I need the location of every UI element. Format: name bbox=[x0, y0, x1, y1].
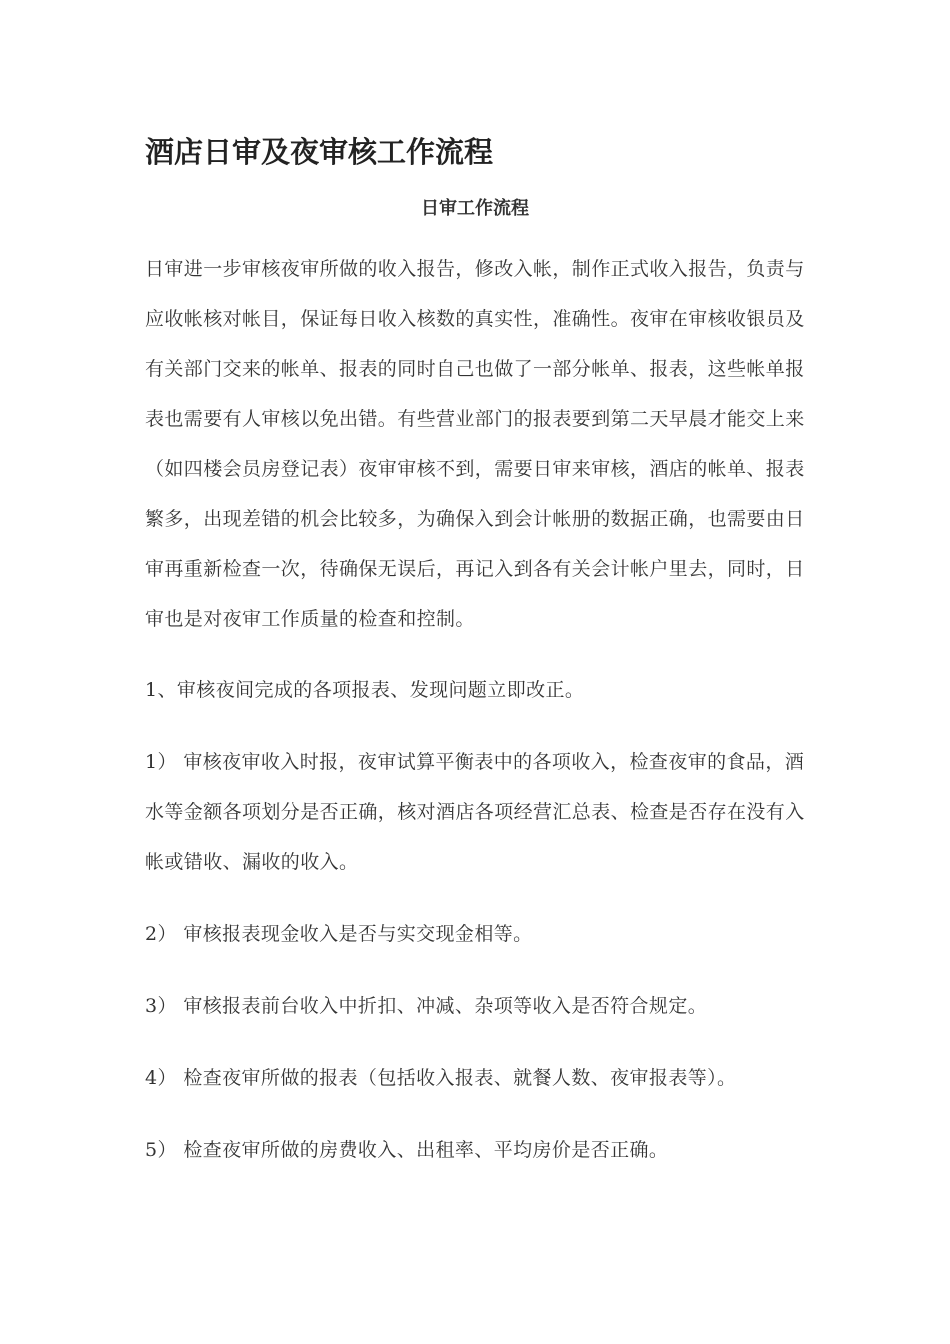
sub-item-2-text: 2） 审核报表现金收入是否与实交现金相等。 bbox=[145, 923, 533, 945]
list-item-1 bbox=[145, 665, 805, 715]
sub-item-5 bbox=[145, 1125, 805, 1175]
sub-item-2 bbox=[145, 909, 805, 959]
intro-line: 审再重新检查一次，待确保无误后，再记入到各有关会计帐户里去，同时，日 bbox=[145, 558, 805, 580]
intro-paragraph bbox=[145, 244, 805, 644]
sub-item-1-line: 1） 审核夜审收入时报，夜审试算平衡表中的各项收入，检查夜审的食品，酒 bbox=[145, 751, 805, 773]
sub-item-4-text: 4） 检查夜审所做的报表（包括收入报表、就餐人数、夜审报表等）。 bbox=[145, 1067, 737, 1089]
document-title: 酒店日审及夜审核工作流程 bbox=[145, 135, 494, 169]
intro-line: 繁多，出现差错的机会比较多，为确保入到会计帐册的数据正确，也需要由日 bbox=[145, 508, 805, 530]
intro-line: 日审进一步审核夜审所做的收入报告，修改入帐，制作正式收入报告，负责与 bbox=[145, 258, 805, 280]
sub-item-4 bbox=[145, 1053, 805, 1103]
intro-line: 应收帐核对帐目，保证每日收入核数的真实性，准确性。夜审在审核收银员及 bbox=[145, 308, 805, 330]
sub-item-1 bbox=[145, 737, 805, 887]
sub-item-3-text: 3） 审核报表前台收入中折扣、冲减、杂项等收入是否符合规定。 bbox=[145, 995, 708, 1017]
sub-item-5-text: 5） 检查夜审所做的房费收入、出租率、平均房价是否正确。 bbox=[145, 1139, 669, 1161]
sub-item-1-line: 水等金额各项划分是否正确，核对酒店各项经营汇总表、检查是否存在没有入 bbox=[145, 801, 805, 823]
intro-line: 有关部门交来的帐单、报表的同时自己也做了一部分帐单、报表，这些帐单报 bbox=[145, 358, 805, 380]
section-heading: 日审工作流程 bbox=[421, 198, 529, 219]
intro-line: 表也需要有人审核以免出错。有些营业部门的报表要到第二天早晨才能交上来 bbox=[145, 408, 805, 430]
list-item-1-text: 1、审核夜间完成的各项报表、发现问题立即改正。 bbox=[145, 679, 585, 701]
intro-line: 审也是对夜审工作质量的检查和控制。 bbox=[145, 608, 475, 630]
sub-item-3 bbox=[145, 981, 805, 1031]
intro-line: （如四楼会员房登记表）夜审审核不到，需要日审来审核，酒店的帐单、报表 bbox=[145, 458, 805, 480]
sub-item-1-line: 帐或错收、漏收的收入。 bbox=[145, 851, 359, 873]
